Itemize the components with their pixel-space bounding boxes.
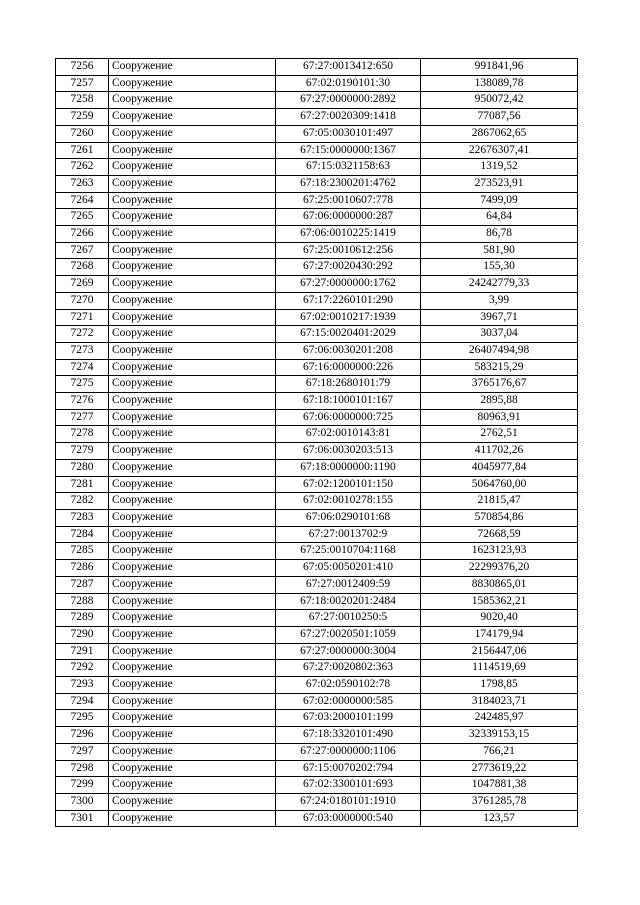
cadastral-number-cell: 67:18:2680101:79 [276,376,421,393]
table-row [56,643,578,660]
cadastral-number-cell: 67:27:0000000:2892 [276,92,421,109]
registry-table-body [56,59,578,827]
object-type-cell: Сооружение [109,75,276,92]
object-type-cell: Сооружение [109,593,276,610]
table-row [56,376,578,393]
table-row [56,209,578,226]
object-type-cell: Сооружение [109,777,276,794]
object-type-cell: Сооружение [109,342,276,359]
object-type-cell: Сооружение [109,476,276,493]
cadastral-number-cell: 67:02:1200101:150 [276,476,421,493]
row-number-cell: 7301 [56,810,109,827]
object-type-cell: Сооружение [109,242,276,259]
cadastral-number-cell: 67:25:0010607:778 [276,192,421,209]
row-number-cell: 7295 [56,710,109,727]
cadastral-value-cell: 2762,51 [421,426,578,443]
object-type-cell: Сооружение [109,393,276,410]
cadastral-value-cell: 581,90 [421,242,578,259]
table-row [56,610,578,627]
cadastral-number-cell: 67:27:0012409:59 [276,576,421,593]
cadastral-number-cell: 67:15:0070202:794 [276,760,421,777]
table-row [56,459,578,476]
table-row [56,342,578,359]
cadastral-number-cell: 67:27:0010250:5 [276,610,421,627]
cadastral-number-cell: 67:06:0000000:287 [276,209,421,226]
object-type-cell: Сооружение [109,710,276,727]
cadastral-value-cell: 570854,86 [421,509,578,526]
cadastral-value-cell: 21815,47 [421,493,578,510]
row-number-cell: 7264 [56,192,109,209]
cadastral-value-cell: 9020,40 [421,610,578,627]
row-number-cell: 7260 [56,125,109,142]
object-type-cell: Сооружение [109,727,276,744]
cadastral-number-cell: 67:25:0010704:1168 [276,543,421,560]
cadastral-number-cell: 67:03:2000101:199 [276,710,421,727]
table-row [56,159,578,176]
object-type-cell: Сооружение [109,309,276,326]
table-row [56,793,578,810]
cadastral-value-cell: 2895,88 [421,393,578,410]
cadastral-value-cell: 5064760,00 [421,476,578,493]
row-number-cell: 7286 [56,560,109,577]
cadastral-value-cell: 583215,29 [421,359,578,376]
table-row [56,326,578,343]
cadastral-number-cell: 67:05:0030101:497 [276,125,421,142]
row-number-cell: 7297 [56,743,109,760]
table-row [56,276,578,293]
object-type-cell: Сооружение [109,760,276,777]
row-number-cell: 7289 [56,610,109,627]
row-number-cell: 7257 [56,75,109,92]
cadastral-value-cell: 8830865,01 [421,576,578,593]
object-type-cell: Сооружение [109,259,276,276]
row-number-cell: 7294 [56,693,109,710]
row-number-cell: 7287 [56,576,109,593]
cadastral-number-cell: 67:25:0010612:256 [276,242,421,259]
object-type-cell: Сооружение [109,743,276,760]
cadastral-number-cell: 67:15:0020401:2029 [276,326,421,343]
table-row [56,660,578,677]
table-row [56,810,578,827]
object-type-cell: Сооружение [109,660,276,677]
cadastral-number-cell: 67:02:0010143:81 [276,426,421,443]
row-number-cell: 7267 [56,242,109,259]
cadastral-number-cell: 67:15:0000000:1367 [276,142,421,159]
row-number-cell: 7265 [56,209,109,226]
table-row [56,309,578,326]
cadastral-value-cell: 26407494,98 [421,342,578,359]
object-type-cell: Сооружение [109,142,276,159]
row-number-cell: 7268 [56,259,109,276]
object-type-cell: Сооружение [109,125,276,142]
table-row [56,509,578,526]
cadastral-number-cell: 67:27:0013412:650 [276,59,421,76]
object-type-cell: Сооружение [109,810,276,827]
row-number-cell: 7282 [56,493,109,510]
cadastral-value-cell: 3967,71 [421,309,578,326]
row-number-cell: 7299 [56,777,109,794]
cadastral-value-cell: 1585362,21 [421,593,578,610]
cadastral-value-cell: 242485,97 [421,710,578,727]
cadastral-value-cell: 3184023,71 [421,693,578,710]
object-type-cell: Сооружение [109,226,276,243]
cadastral-value-cell: 72668,59 [421,526,578,543]
row-number-cell: 7290 [56,626,109,643]
cadastral-value-cell: 2867062,65 [421,125,578,142]
table-row [56,677,578,694]
cadastral-value-cell: 766,21 [421,743,578,760]
cadastral-value-cell: 4045977,84 [421,459,578,476]
table-row [56,109,578,126]
cadastral-value-cell: 138089,78 [421,75,578,92]
table-row [56,142,578,159]
table-row [56,777,578,794]
table-row [56,125,578,142]
cadastral-number-cell: 67:27:0020802:363 [276,660,421,677]
cadastral-number-cell: 67:06:0010225:1419 [276,226,421,243]
table-row [56,576,578,593]
cadastral-value-cell: 155,30 [421,259,578,276]
cadastral-number-cell: 67:06:0030203:513 [276,443,421,460]
row-number-cell: 7259 [56,109,109,126]
cadastral-number-cell: 67:06:0290101:68 [276,509,421,526]
cadastral-number-cell: 67:27:0020501:1059 [276,626,421,643]
cadastral-value-cell: 32339153,15 [421,727,578,744]
row-number-cell: 7261 [56,142,109,159]
object-type-cell: Сооружение [109,576,276,593]
cadastral-number-cell: 67:02:0590102:78 [276,677,421,694]
row-number-cell: 7293 [56,677,109,694]
object-type-cell: Сооружение [109,426,276,443]
object-type-cell: Сооружение [109,292,276,309]
table-row [56,760,578,777]
table-row [56,409,578,426]
cadastral-value-cell: 3765176,67 [421,376,578,393]
object-type-cell: Сооружение [109,59,276,76]
cadastral-number-cell: 67:18:0000000:1190 [276,459,421,476]
object-type-cell: Сооружение [109,109,276,126]
table-row [56,593,578,610]
row-number-cell: 7288 [56,593,109,610]
cadastral-value-cell: 1798,85 [421,677,578,694]
object-type-cell: Сооружение [109,376,276,393]
cadastral-number-cell: 67:27:0000000:3004 [276,643,421,660]
object-type-cell: Сооружение [109,409,276,426]
row-number-cell: 7281 [56,476,109,493]
cadastral-number-cell: 67:18:1000101:167 [276,393,421,410]
cadastral-value-cell: 3761285,78 [421,793,578,810]
table-row [56,543,578,560]
row-number-cell: 7277 [56,409,109,426]
cadastral-value-cell: 86,78 [421,226,578,243]
cadastral-value-cell: 123,57 [421,810,578,827]
table-row [56,693,578,710]
object-type-cell: Сооружение [109,443,276,460]
cadastral-value-cell: 1319,52 [421,159,578,176]
cadastral-number-cell: 67:06:0030201:208 [276,342,421,359]
table-row [56,476,578,493]
cadastral-number-cell: 67:27:0013702:9 [276,526,421,543]
row-number-cell: 7262 [56,159,109,176]
row-number-cell: 7283 [56,509,109,526]
table-row [56,426,578,443]
row-number-cell: 7274 [56,359,109,376]
cadastral-number-cell: 67:03:0000000:540 [276,810,421,827]
object-type-cell: Сооружение [109,92,276,109]
row-number-cell: 7298 [56,760,109,777]
table-row [56,242,578,259]
cadastral-value-cell: 1047881,38 [421,777,578,794]
cadastral-value-cell: 1623123,93 [421,543,578,560]
row-number-cell: 7270 [56,292,109,309]
object-type-cell: Сооружение [109,543,276,560]
table-row [56,175,578,192]
cadastral-value-cell: 411702,26 [421,443,578,460]
table-row [56,92,578,109]
table-row [56,560,578,577]
object-type-cell: Сооружение [109,526,276,543]
cadastral-number-cell: 67:16:0000000:226 [276,359,421,376]
cadastral-number-cell: 67:27:0000000:1106 [276,743,421,760]
table-row [56,526,578,543]
object-type-cell: Сооружение [109,175,276,192]
table-row [56,727,578,744]
cadastral-number-cell: 67:06:0000000:725 [276,409,421,426]
object-type-cell: Сооружение [109,610,276,627]
table-row [56,259,578,276]
cadastral-number-cell: 67:18:2300201:4762 [276,175,421,192]
cadastral-value-cell: 1114519,69 [421,660,578,677]
object-type-cell: Сооружение [109,626,276,643]
cadastral-value-cell: 174179,94 [421,626,578,643]
cadastral-value-cell: 7499,09 [421,192,578,209]
object-type-cell: Сооружение [109,276,276,293]
cadastral-number-cell: 67:27:0000000:1762 [276,276,421,293]
table-row [56,292,578,309]
row-number-cell: 7263 [56,175,109,192]
table-row [56,59,578,76]
object-type-cell: Сооружение [109,643,276,660]
cadastral-value-cell: 80963,91 [421,409,578,426]
cadastral-value-cell: 991841,96 [421,59,578,76]
table-row [56,743,578,760]
cadastral-number-cell: 67:02:0010217:1939 [276,309,421,326]
cadastral-value-cell: 3037,04 [421,326,578,343]
row-number-cell: 7292 [56,660,109,677]
cadastral-value-cell: 77087,56 [421,109,578,126]
object-type-cell: Сооружение [109,560,276,577]
cadastral-number-cell: 67:18:3320101:490 [276,727,421,744]
cadastral-number-cell: 67:18:0020201:2484 [276,593,421,610]
cadastral-number-cell: 67:02:0000000:585 [276,693,421,710]
object-type-cell: Сооружение [109,209,276,226]
row-number-cell: 7278 [56,426,109,443]
registry-table [55,58,578,827]
row-number-cell: 7284 [56,526,109,543]
cadastral-value-cell: 24242779,33 [421,276,578,293]
object-type-cell: Сооружение [109,693,276,710]
table-row [56,393,578,410]
cadastral-number-cell: 67:02:3300101:693 [276,777,421,794]
object-type-cell: Сооружение [109,793,276,810]
cadastral-value-cell: 64,84 [421,209,578,226]
table-row [56,493,578,510]
object-type-cell: Сооружение [109,493,276,510]
cadastral-number-cell: 67:27:0020430:292 [276,259,421,276]
object-type-cell: Сооружение [109,459,276,476]
row-number-cell: 7300 [56,793,109,810]
cadastral-number-cell: 67:24:0180101:1910 [276,793,421,810]
table-row [56,226,578,243]
object-type-cell: Сооружение [109,359,276,376]
table-row [56,710,578,727]
cadastral-value-cell: 273523,91 [421,175,578,192]
row-number-cell: 7272 [56,326,109,343]
cadastral-value-cell: 22676307,41 [421,142,578,159]
row-number-cell: 7275 [56,376,109,393]
row-number-cell: 7285 [56,543,109,560]
cadastral-value-cell: 3,99 [421,292,578,309]
cadastral-value-cell: 950072,42 [421,92,578,109]
row-number-cell: 7271 [56,309,109,326]
cadastral-number-cell: 67:02:0010278:155 [276,493,421,510]
object-type-cell: Сооружение [109,159,276,176]
object-type-cell: Сооружение [109,509,276,526]
row-number-cell: 7291 [56,643,109,660]
table-row [56,359,578,376]
row-number-cell: 7258 [56,92,109,109]
object-type-cell: Сооружение [109,326,276,343]
cadastral-number-cell: 67:15:0321158:63 [276,159,421,176]
object-type-cell: Сооружение [109,677,276,694]
row-number-cell: 7279 [56,443,109,460]
cadastral-number-cell: 67:05:0050201:410 [276,560,421,577]
row-number-cell: 7256 [56,59,109,76]
cadastral-number-cell: 67:17:2260101:290 [276,292,421,309]
row-number-cell: 7273 [56,342,109,359]
row-number-cell: 7266 [56,226,109,243]
table-row [56,192,578,209]
cadastral-value-cell: 22299376,20 [421,560,578,577]
table-row [56,75,578,92]
cadastral-number-cell: 67:02:0190101:30 [276,75,421,92]
cadastral-number-cell: 67:27:0020309:1418 [276,109,421,126]
cadastral-value-cell: 2156447,06 [421,643,578,660]
object-type-cell: Сооружение [109,192,276,209]
cadastral-value-cell: 2773619,22 [421,760,578,777]
table-row [56,443,578,460]
table-row [56,626,578,643]
row-number-cell: 7269 [56,276,109,293]
row-number-cell: 7296 [56,727,109,744]
row-number-cell: 7276 [56,393,109,410]
row-number-cell: 7280 [56,459,109,476]
